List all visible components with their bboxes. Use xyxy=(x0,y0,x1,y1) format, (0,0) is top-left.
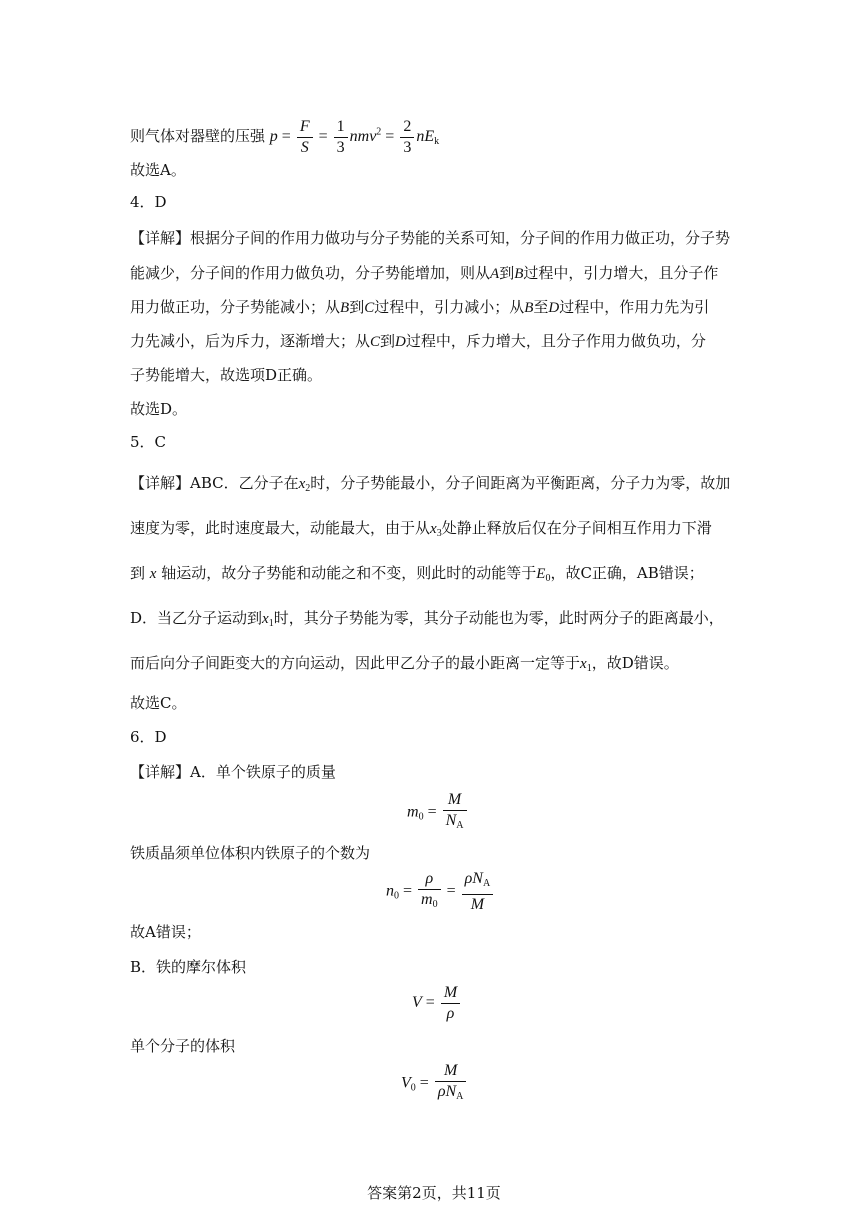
formula-n0: $n_0$ = $\frac{\rho}{m_0}$ = $\frac{\rho N_A}{M}$ xyxy=(386,869,495,915)
q5-detail-line-2: 速度为零，此时速度最大，动能最大，由于从$x_3$处静止释放后仅在分子间相互作用力下滑 xyxy=(130,519,712,539)
pressure-formula-line: 则气体对器壁的压强 p = $\frac{F}{S}$ = $\frac{1}{3}$ nmv$^2$ = $\frac{2}{3}$ $nE_k$ xyxy=(130,118,440,156)
q6-detail-line-3: 故A错误； xyxy=(130,923,201,941)
q5-detail-line-5: 而后向分子间距变大的方向运动，因此甲乙分子的最小距离一定等于$x_1$，故D错误。 xyxy=(130,654,679,674)
q4-detail-line-2: 能减少，分子间的作用力做负功，分子势能增加，则从A到B过程中，引力增大，且分子作 xyxy=(130,264,719,282)
q4-detail-line-1: 【详解】根据分子间的作用力做功与分子势能的关系可知，分子间的作用力做正功，分子势 xyxy=(130,229,731,247)
formula-v: V = $\frac{M}{\rho}$ xyxy=(412,983,462,1024)
answer-a: 故选A。 xyxy=(130,161,186,179)
q4-detail-line-4: 力先减小，后为斥力，逐渐增大；从C到D过程中，斥力增大，且分子作用力做负功，分 xyxy=(130,332,706,350)
answer-d: 故选D。 xyxy=(130,400,188,418)
pressure-formula: p = $\frac{F}{S}$ = $\frac{1}{3}$ nmv$^2$ = $\frac{2}{3}$ $nE_k$ xyxy=(269,118,440,156)
question-4-heading: 4．D xyxy=(130,193,167,211)
q6-detail-line-2: 铁质晶须单位体积内铁原子的个数为 xyxy=(130,844,371,862)
page-footer: 答案第2页，共11页 xyxy=(367,1184,501,1202)
q5-detail-line-1: 【详解】ABC．乙分子在$x_2$时，分子势能最小，分子间距离为平衡距离，分子力为零，故加 xyxy=(130,474,731,494)
formula-v0: $V_0$ = $\frac{M}{\rho N_A}$ xyxy=(401,1061,468,1107)
q4-detail-line-3: 用力做正功，分子势能减小；从B到C过程中，引力减小；从B至D过程中，作用力先为引 xyxy=(130,298,710,316)
q6-detail-line-1: 【详解】A．单个铁原子的质量 xyxy=(130,763,336,781)
question-6-heading: 6．D xyxy=(130,728,167,746)
q5-detail-line-4: D．当乙分子运动到$x_1$时，其分子势能为零，其分子动能也为零，此时两分子的距离最小， xyxy=(130,609,724,629)
question-5-heading: 5．C xyxy=(130,433,167,451)
q6-detail-line-5: 单个分子的体积 xyxy=(130,1037,236,1055)
q6-detail-line-4: B．铁的摩尔体积 xyxy=(130,958,247,976)
q4-detail-line-5: 子势能增大，故选项D正确。 xyxy=(130,366,323,384)
formula-m0: $m_0$ = $\frac{M}{N_A}$ xyxy=(407,790,469,836)
q5-detail-line-3: 到 x 轴运动，故分子势能和动能之和不变，则此时的动能等于$E_0$，故C正确，AB错误； xyxy=(130,564,704,584)
answer-c: 故选C。 xyxy=(130,694,187,712)
